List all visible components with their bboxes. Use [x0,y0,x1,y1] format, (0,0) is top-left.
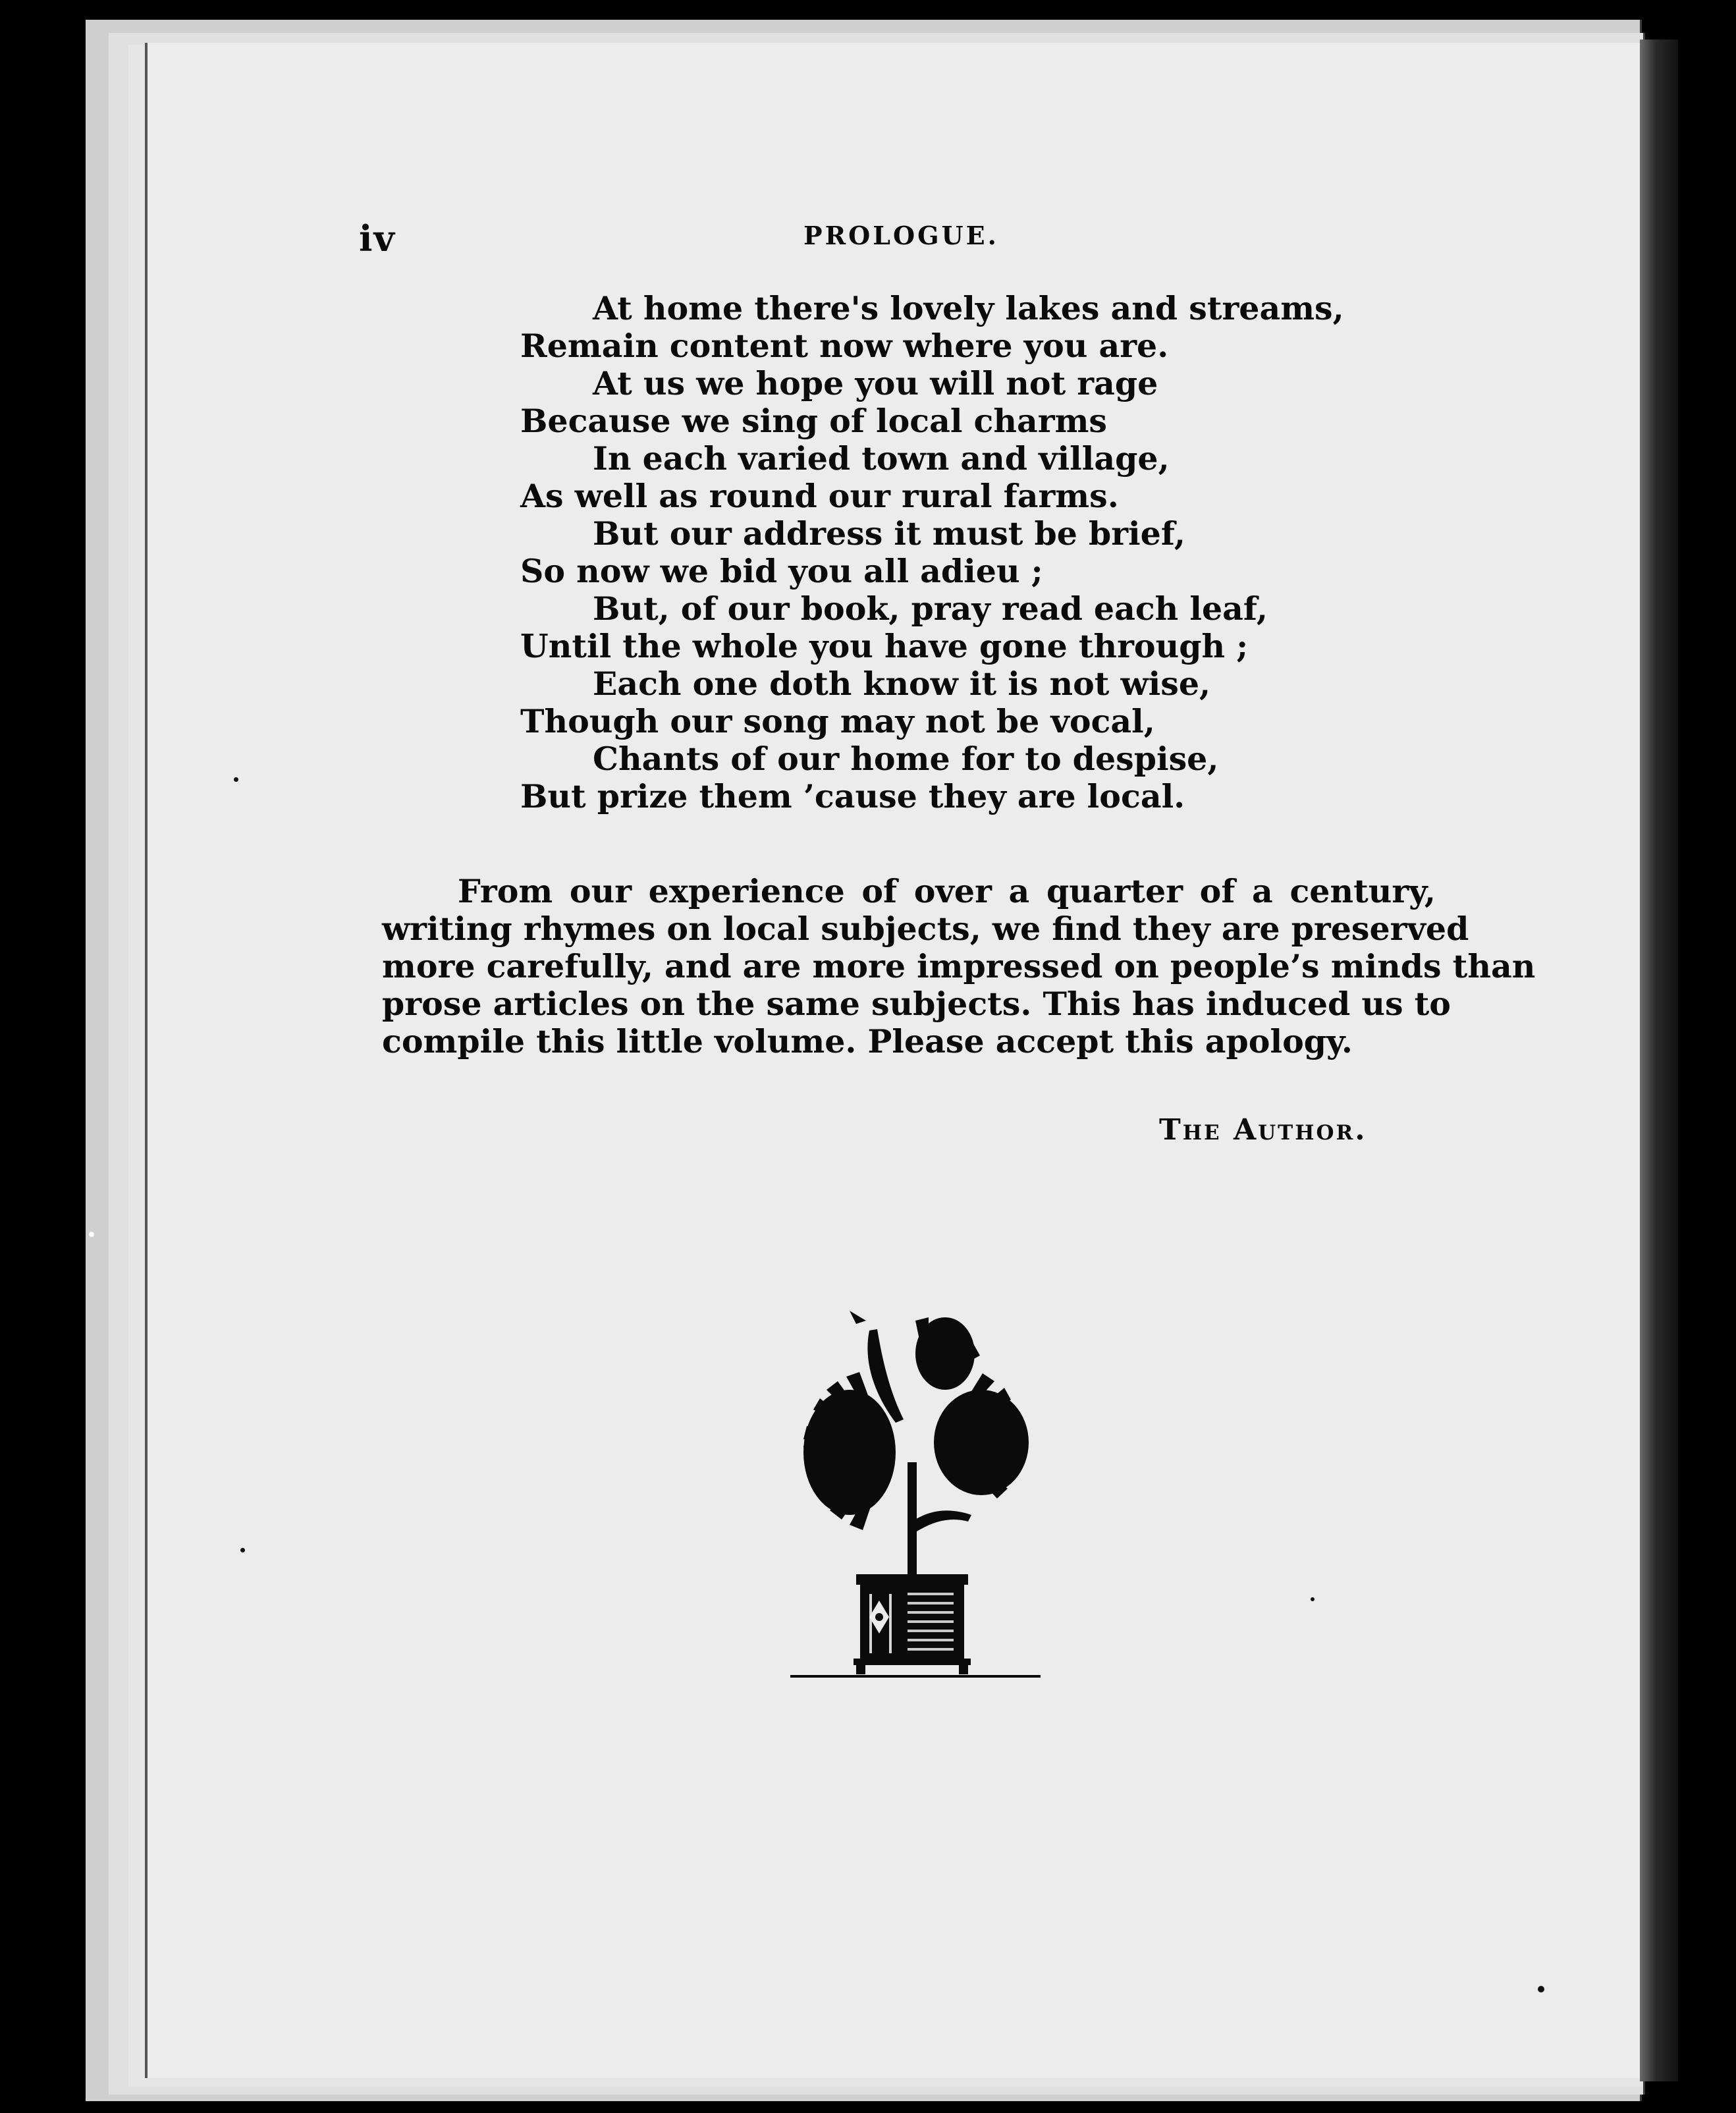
author-signature: The Author. [1159,1113,1367,1147]
print-speck [89,1232,94,1237]
poem [520,290,1409,815]
paragraph-line: writing rhymes on local subjects, we find they are preserved [382,910,1469,948]
paragraph-line: From our experience of over a quarter of a century, [458,872,1436,910]
verse-line: Remain content now where you are. [520,327,1169,365]
scan-border [1678,0,1736,2113]
page-gutter [1640,40,1679,2081]
verse-line: In each varied town and village, [593,439,1170,478]
verse-line: Though our song may not be vocal, [520,702,1155,740]
verse-line: So now we bid you all adieu ; [520,552,1043,590]
print-speck [1538,1986,1544,1992]
print-speck [240,1548,245,1552]
print-speck [1311,1597,1315,1601]
print-speck [234,777,238,782]
verse-line: As well as round our rural farms. [520,477,1119,515]
running-head: PROLOGUE. [803,221,999,250]
verse-line: At us we hope you will not rage [593,364,1158,402]
paragraph-line: compile this little volume. Please accept this apology. [382,1022,1353,1060]
page-number: iv [359,217,396,260]
verse-line: At home there's lovely lakes and streams, [593,289,1344,327]
verse-line: Because we sing of local charms [520,402,1108,440]
verse-line: Each one doth know it is not wise, [593,665,1211,703]
potted-palm-icon [790,1311,1041,1680]
paragraph-line: more carefully, and are more impressed on people’s minds than [382,947,1536,985]
verse-line: But prize them ’cause they are local. [520,777,1185,815]
verse-line: But, of our book, pray read each leaf, [593,590,1268,628]
verse-line: Until the whole you have gone through ; [520,627,1249,665]
apology-paragraph [382,872,1536,1060]
verse-line: But our address it must be brief, [593,514,1185,553]
paragraph-line: prose articles on the same subjects. This has induced us to [382,985,1451,1023]
verse-line: Chants of our home for to despise, [593,740,1219,778]
